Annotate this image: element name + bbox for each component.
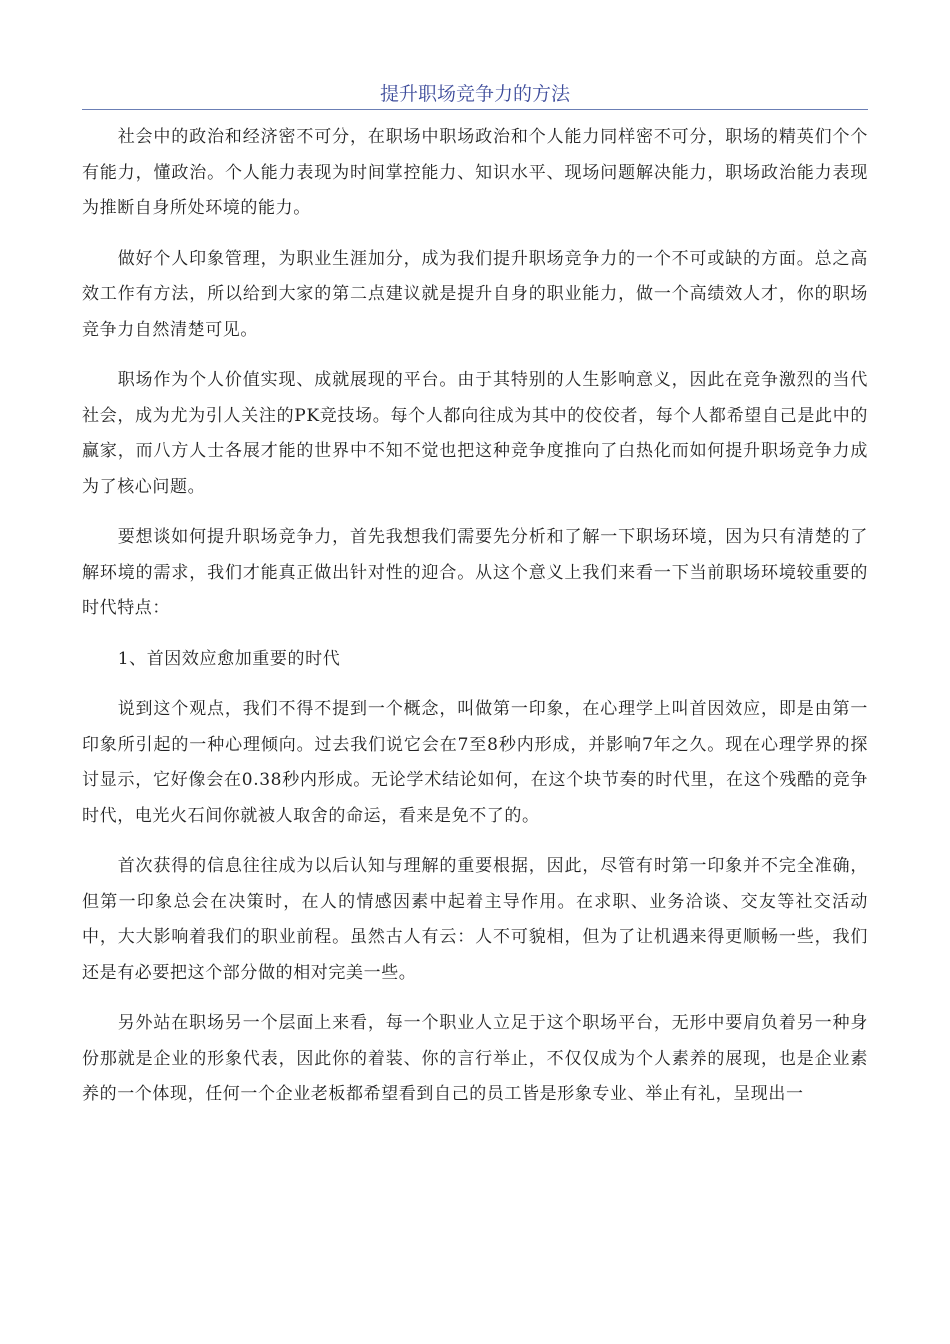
- title-divider: [82, 109, 868, 110]
- section-heading: 1、首因效应愈加重要的时代: [117, 648, 341, 669]
- paragraph: 说到这个观点，我们不得不提到一个概念，叫做第一印象，在心理学上叫首因效应，即是由第一印象所引起的一种心理倾向。过去我们说它会在7至8秒内形成，并影响7年之久。现在心理学界的探讨显示，它好像会在0.38秒内形成。无论学术结论如何，在这个块节奏的时代里，在这个残酷的竞争时代，电光火石间你就被人取舍的命运，看来是免不了的。: [82, 699, 868, 826]
- paragraph: 另外站在职场另一个层面上来看，每一个职业人立足于这个职场平台，无形中要肩负着另一种身份那就是企业的形象代表，因此你的着装、你的言行举止，不仅仅成为个人素养的展现，也是企业素养的一个体现，任何一个企业老板都希望看到自己的员工皆是形象专业、举止有礼，呈现出一: [82, 1013, 868, 1104]
- paragraph: 做好个人印象管理，为职业生涯加分，成为我们提升职场竞争力的一个不可或缺的方面。总之高效工作有方法，所以给到大家的第二点建议就是提升自身的职业能力，做一个高绩效人才，你的职场竞争力自然清楚可见。: [82, 248, 868, 340]
- paragraph: 首次获得的信息往往成为以后认知与理解的重要根据，因此，尽管有时第一印象并不完全准确，但第一印象总会在决策时，在人的情感因素中起着主导作用。在求职、业务洽谈、交友等社交活动中，大大影响着我们的职业前程。虽然古人有云：人不可貌相，但为了让机遇来得更顺畅一些，我们还是有必要把这个部分做的相对完美一些。: [82, 856, 868, 983]
- document-body: [82, 120, 868, 1128]
- paragraph: 社会中的政治和经济密不可分，在职场中职场政治和个人能力同样密不可分，职场的精英们个个有能力，懂政治。个人能力表现为时间掌控能力、知识水平、现场问题解决能力，职场政治能力表现为推断自身所处环境的能力。: [82, 127, 868, 218]
- paragraph: 要想谈如何提升职场竞争力，首先我想我们需要先分析和了解一下职场环境，因为只有清楚的了解环境的需求，我们才能真正做出针对性的迎合。从这个意义上我们来看一下当前职场环境较重要的时代特点：: [82, 527, 868, 618]
- document-title: 提升职场竞争力的方法: [379, 83, 570, 105]
- paragraph: 职场作为个人价值实现、成就展现的平台。由于其特别的人生影响意义，因此在竞争激烈的当代社会，成为尤为引人关注的PK竞技场。每个人都向往成为其中的佼佼者，每个人都希望自己是此中的赢家，而八方人士各展才能的世界中不知不觉也把这种竞争度推向了白热化而如何提升职场竞争力成为了核心问题。: [82, 370, 868, 497]
